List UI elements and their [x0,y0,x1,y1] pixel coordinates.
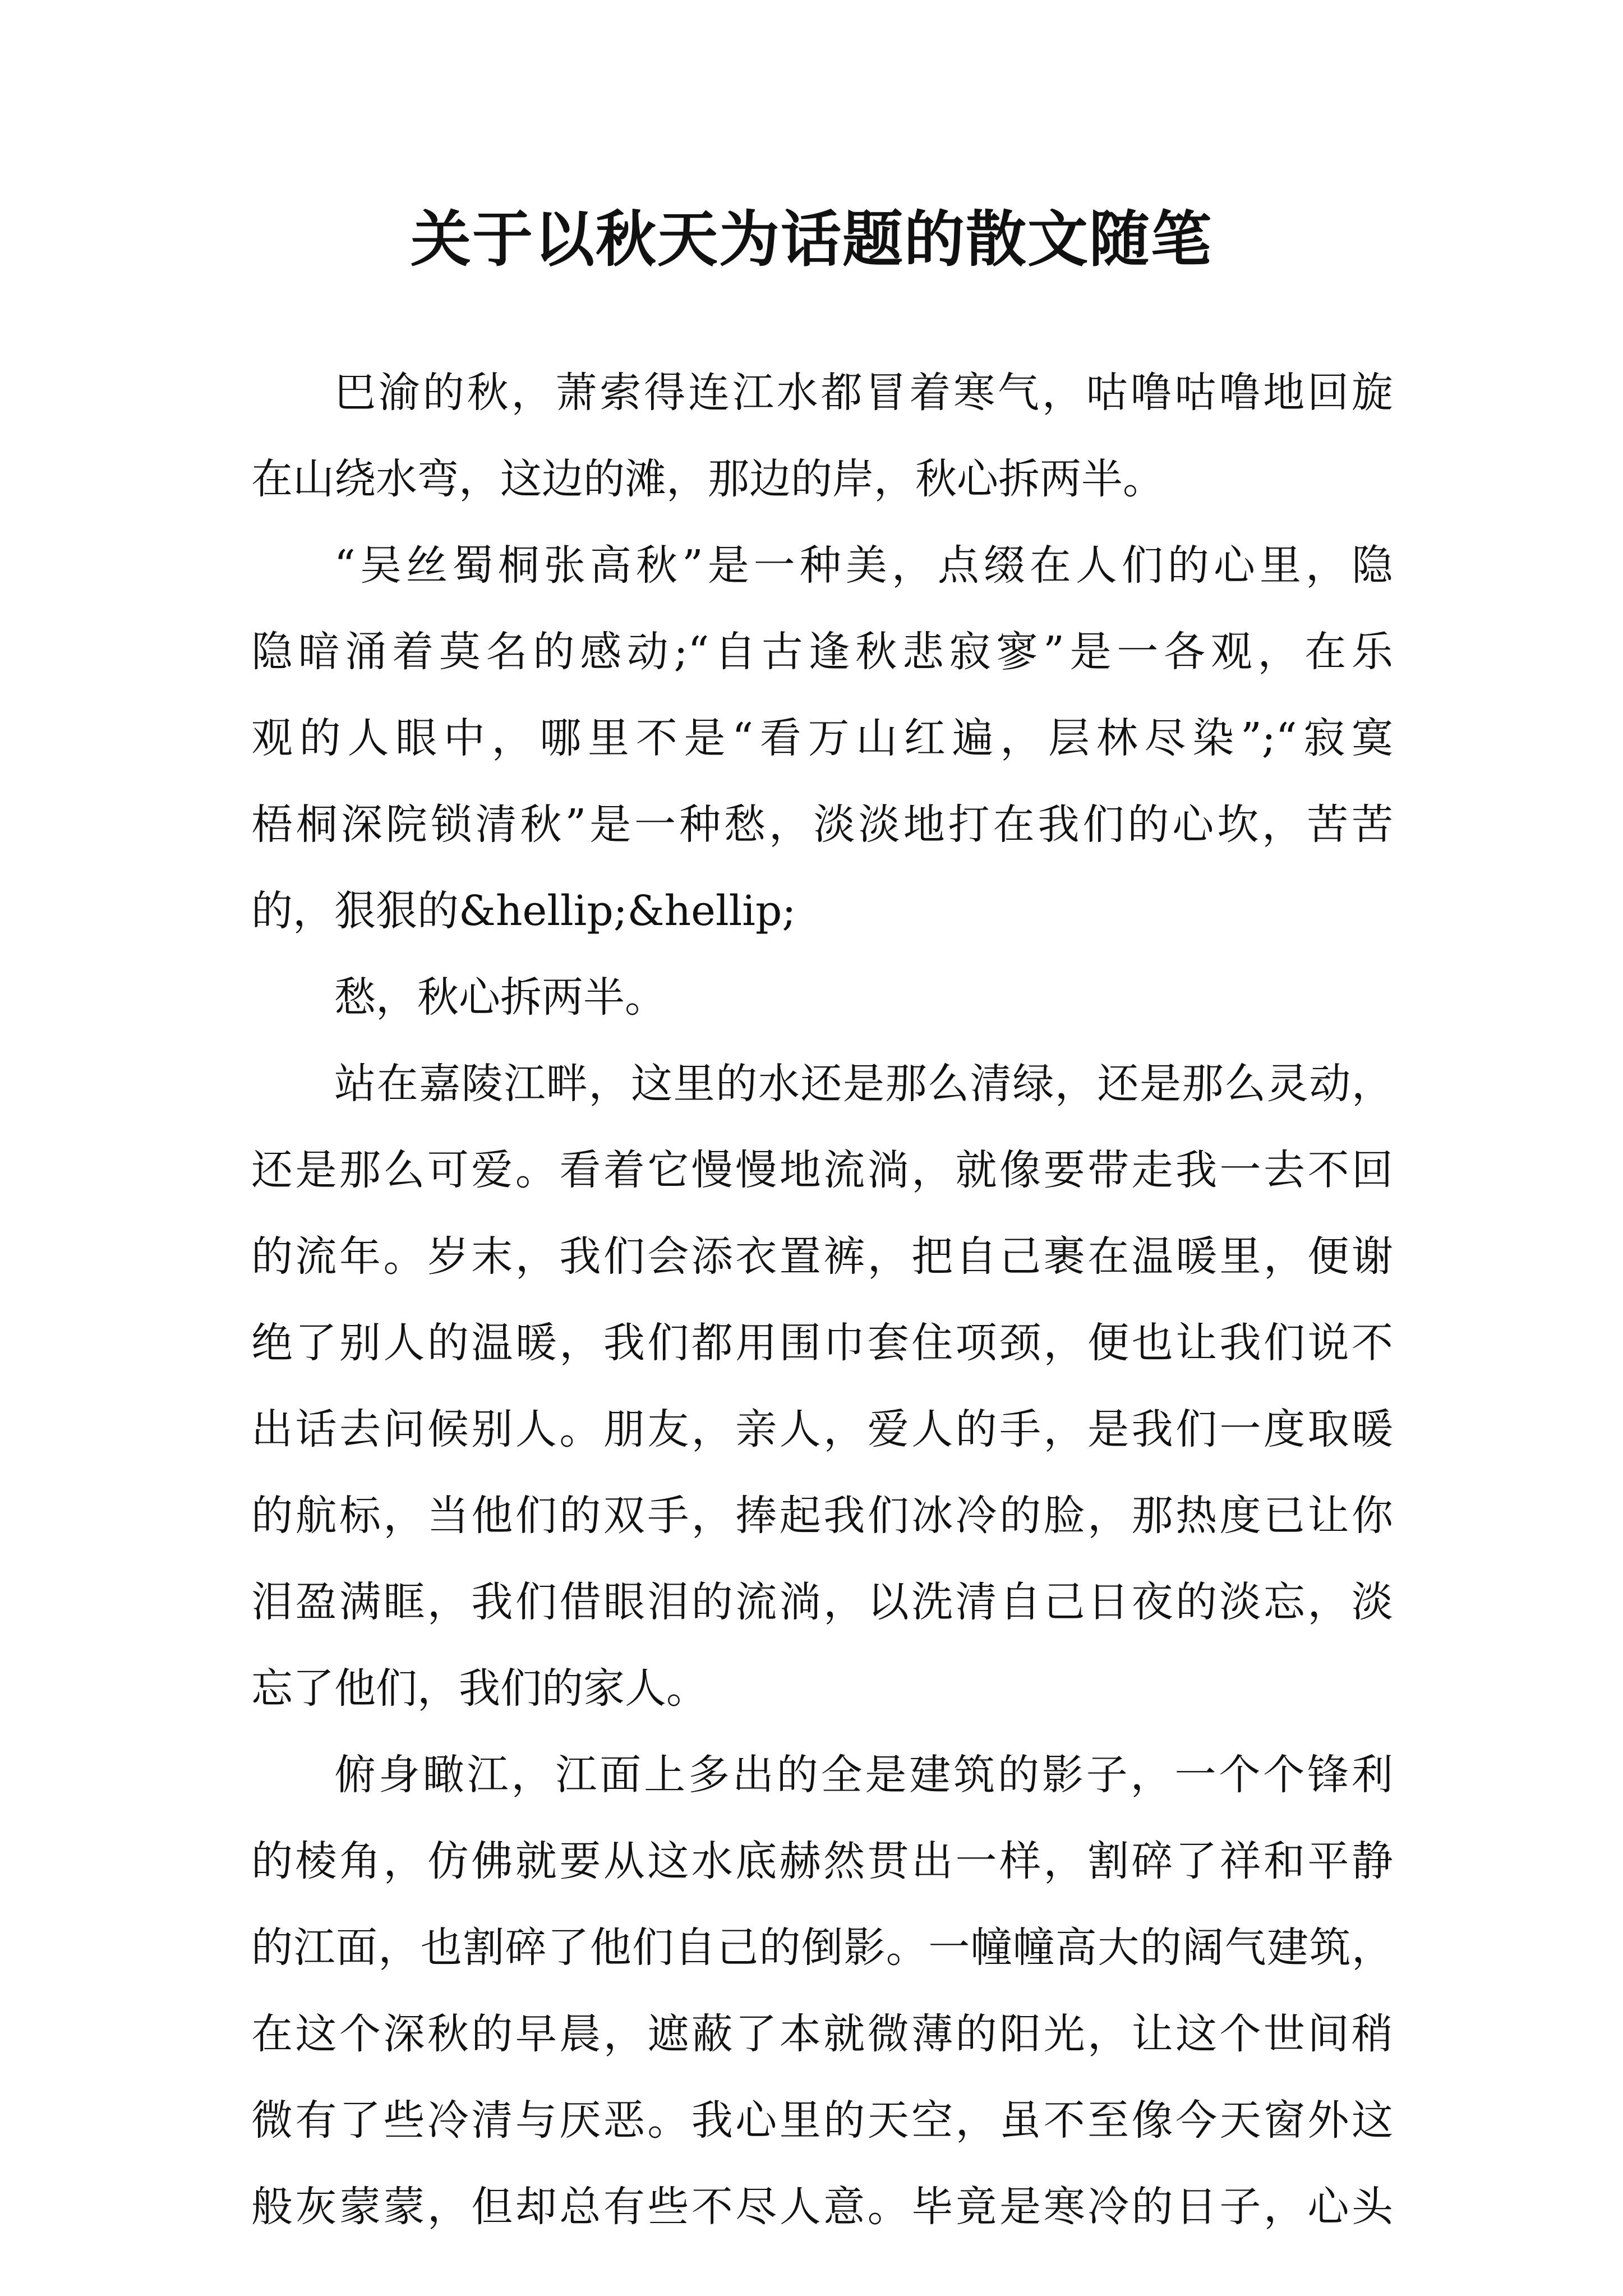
text-line: 巴渝的秋，萧索得连江水都冒着寒气，咕噜咕噜地回旋 [334,369,1393,417]
text-line: 忘了他们，我们的家人。 [251,1664,708,1713]
text-line: 隐暗涌着莫名的感动;“自古逢秋悲寂寥”是一各观，在乐 [251,628,1393,676]
text-line: “吴丝蜀桐张高秋”是一种美，点缀在人们的心里，隐 [334,541,1393,590]
text-line: 的，狠狠的&hellip;&hellip; [251,887,796,935]
text-line: 出话去问候别人。朋友，亲人，爱人的手，是我们一度取暖 [251,1405,1393,1453]
text-line: 愁，秋心拆两半。 [334,973,666,1022]
text-line: 观的人眼中，哪里不是“看万山红遍，层林尽染”;“寂寞 [251,714,1393,762]
text-line: 的江面，也割碎了他们自己的倒影。一幢幢高大的阔气建筑， [251,1924,1393,1972]
text-line: 俯身瞰江，江面上多出的全是建筑的影子，一个个锋利 [334,1751,1393,1799]
text-line: 的流年。岁末，我们会添衣置裤，把自己裹在温暖里，便谢 [251,1232,1393,1281]
text-line: 泪盈满眶，我们借眼泪的流淌，以洗清自己日夜的淡忘，淡 [251,1578,1393,1626]
text-line: 般灰蒙蒙，但却总有些不尽人意。毕竟是寒冷的日子，心头 [251,2183,1393,2231]
text-line: 微有了些冷清与厌恶。我心里的天空，虽不至像今天窗外这 [251,2096,1393,2145]
text-line: 在这个深秋的早晨，遮蔽了本就微薄的阳光，让这个世间稍 [251,2010,1393,2058]
text-line: 在山绕水弯，这边的滩，那边的岸，秋心拆两半。 [251,455,1164,503]
text-line: 还是那么可爱。看着它慢慢地流淌，就像要带走我一去不回 [251,1146,1393,1194]
document-title: 关于以秋天为话题的散文随笔 [410,204,1212,275]
text-line: 的棱角，仿佛就要从这水底赫然贯出一样，割碎了祥和平静 [251,1837,1393,1885]
text-line: 站在嘉陵江畔，这里的水还是那么清绿，还是那么灵动， [334,1060,1393,1108]
document-body [251,349,1393,2250]
text-line: 绝了别人的温暖，我们都用围巾套住项颈，便也让我们说不 [251,1319,1393,1367]
text-line: 的航标，当他们的双手，捧起我们冰冷的脸，那热度已让你 [251,1492,1393,1540]
text-line: 梧桐深院锁清秋”是一种愁，淡淡地打在我们的心坎，苦苦 [251,800,1393,849]
